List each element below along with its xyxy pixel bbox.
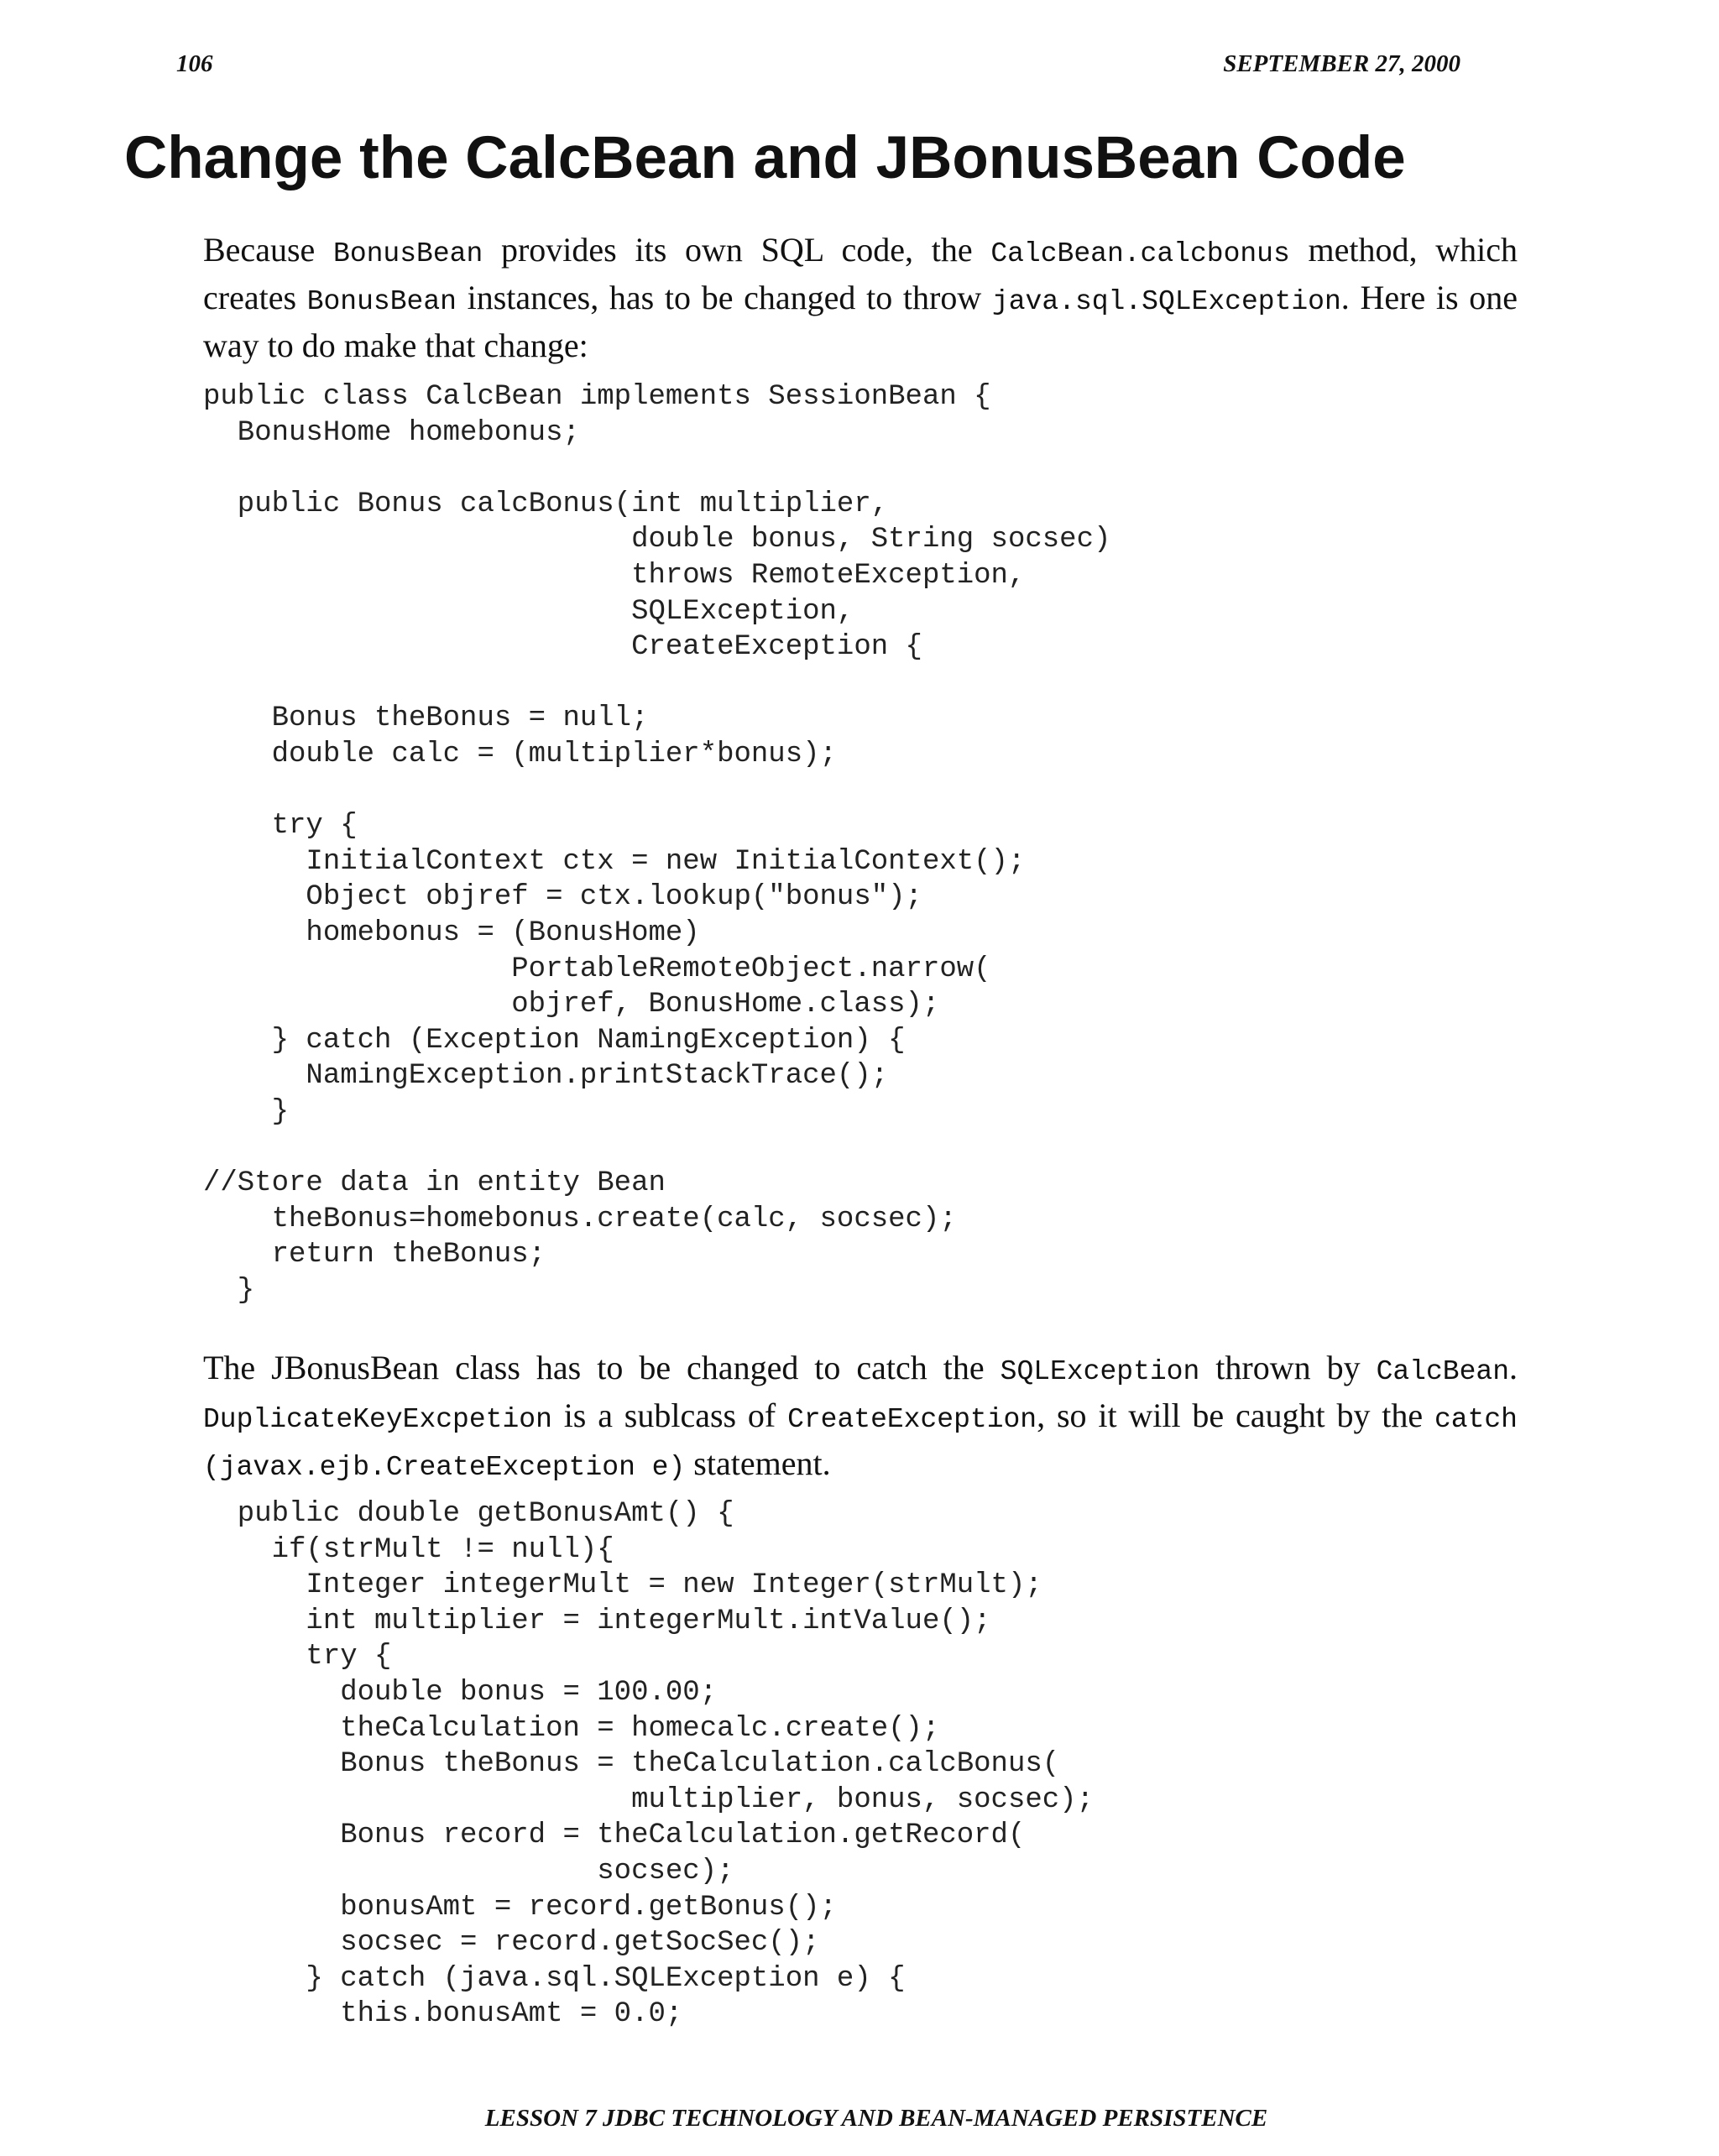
intro-code-bonusbean: BonusBean [333, 238, 483, 269]
second-code-calcbean: CalcBean [1376, 1356, 1510, 1387]
code-line: BonusHome homebonus; [203, 416, 580, 449]
code-line: } [203, 1274, 255, 1307]
intro-text-1: Because [203, 231, 334, 269]
code-line: throws RemoteException, [203, 559, 1026, 592]
second-text-3: . [1509, 1349, 1518, 1386]
second-text-5: , so it will be caught by the [1037, 1396, 1434, 1434]
intro-code-sqlexception: java.sql.SQLException [991, 286, 1341, 317]
code-line: PortableRemoteObject.narrow( [203, 953, 991, 985]
second-code-createexception: CreateException [787, 1404, 1037, 1435]
code-block-calcbean [203, 379, 1110, 1308]
code-line: if(strMult != null){ [203, 1533, 614, 1566]
intro-text-3: method, which creates [203, 231, 1518, 316]
code-line [203, 451, 1110, 487]
code-line: double bonus, String socsec) [203, 524, 1111, 556]
code-line: try { [203, 810, 358, 843]
code-line: double calc = (multiplier*bonus); [203, 738, 837, 770]
code-line [203, 666, 1110, 702]
second-text-4: is a sublcass of [551, 1396, 788, 1434]
page-footer: LESSON 7 JDBC TECHNOLOGY AND BEAN-MANAGED PERSISTENCE [484, 2105, 1268, 2132]
code-line: this.bonusAmt = 0.0; [203, 1998, 683, 2031]
code-line: //Store data in entity Bean [203, 1167, 666, 1200]
header-date: SEPTEMBER 27, 2000 [1223, 50, 1460, 77]
code-line: socsec); [203, 1855, 734, 1887]
code-line: } catch (Exception NamingException) { [203, 1024, 906, 1057]
second-text-2: thrown by [1199, 1349, 1377, 1386]
code-line [203, 1130, 1110, 1166]
code-line: NamingException.printStackTrace(); [203, 1060, 889, 1093]
code-line: objref, BonusHome.class); [203, 989, 940, 1021]
code-line: CreateException { [203, 631, 922, 664]
code-line: Bonus theBonus = null; [203, 702, 649, 735]
code-line: theBonus=homebonus.create(calc, socsec); [203, 1203, 957, 1235]
code-line: public class CalcBean implements SessionBean { [203, 381, 991, 413]
code-line: Bonus theBonus = theCalculation.calcBonus( [203, 1748, 1060, 1781]
code-line: Bonus record = theCalculation.getRecord( [203, 1819, 1026, 1852]
code-line: double bonus = 100.00; [203, 1676, 718, 1709]
second-text-1: The JBonusBean class has to be changed to catch the [203, 1349, 1001, 1386]
code-line: Integer integerMult = new Integer(strMult); [203, 1569, 1042, 1602]
code-line: int multiplier = integerMult.intValue(); [203, 1605, 991, 1637]
code-line: bonusAmt = record.getBonus(); [203, 1891, 837, 1924]
intro-text-2: provides its own SQL code, the [483, 231, 991, 269]
intro-code-bonusbean-2: BonusBean [306, 286, 457, 317]
second-text-6: statement. [685, 1444, 831, 1482]
code-line: } catch (java.sql.SQLException e) { [203, 1962, 906, 1995]
code-line [203, 773, 1110, 809]
second-code-duplicatekey: DuplicateKeyExcpetion [203, 1404, 552, 1435]
second-code-sqlexception: SQLException [1000, 1356, 1200, 1387]
intro-text-4: instances, has to be changed to throw [456, 279, 992, 316]
intro-code-calcbonus: CalcBean.calcbonus [990, 238, 1290, 269]
code-line: try { [203, 1641, 392, 1673]
code-line: public double getBonusAmt() { [203, 1498, 734, 1530]
code-line: theCalculation = homecalc.create(); [203, 1712, 940, 1745]
intro-text-5: . Here is one way to do make that change: [203, 279, 1518, 364]
code-line: } [203, 1095, 290, 1128]
code-line: public Bonus calcBonus(int multiplier, [203, 488, 889, 520]
code-line: multiplier, bonus, socsec); [203, 1783, 1094, 1816]
code-line: SQLException, [203, 595, 854, 628]
second-code-catch: catch (javax.ejb.CreateException e) [203, 1404, 1518, 1483]
code-line: Object objref = ctx.lookup("bonus"); [203, 881, 922, 914]
code-line: socsec = record.getSocSec(); [203, 1927, 820, 1960]
code-line: return theBonus; [203, 1239, 546, 1271]
code-block-getbonusamt [203, 1496, 1094, 2033]
second-paragraph [203, 1346, 1518, 1490]
intro-paragraph [203, 228, 1518, 368]
page-title: Change the CalcBean and JBonusBean Code [124, 125, 1406, 191]
code-line: InitialContext ctx = new InitialContext(); [203, 845, 1026, 878]
code-line: homebonus = (BonusHome) [203, 916, 700, 949]
page-number: 106 [176, 50, 213, 77]
